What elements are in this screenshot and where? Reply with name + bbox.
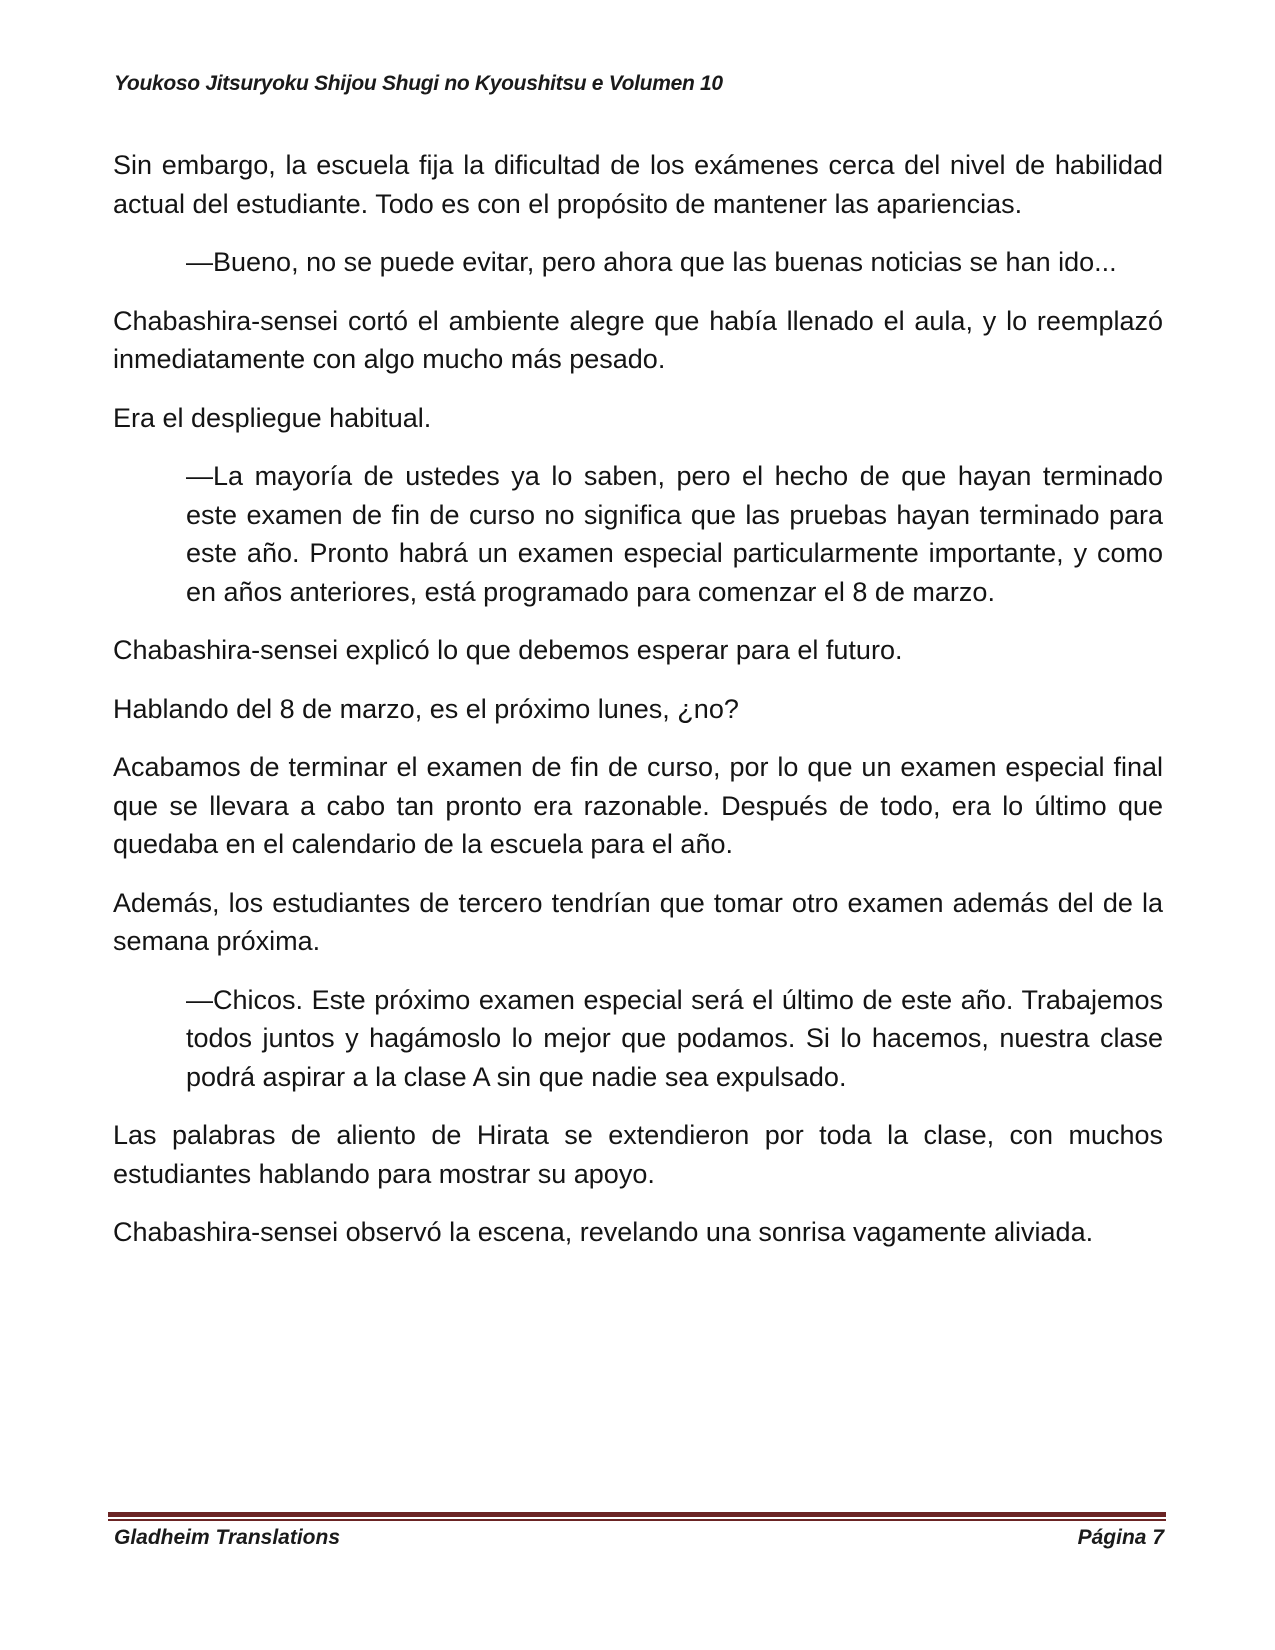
paragraph: Era el despliegue habitual. [113, 402, 432, 433]
page-header-title: Youkoso Jitsuryoku Shijou Shugi no Kyoushitsu e Volumen 10 [114, 72, 723, 95]
footer-translator-credit: Gladheim Translations [114, 1526, 341, 1549]
dialogue-paragraph: —Chicos. Este próximo examen especial será el último de este año. Trabajemos todos juntos y hagámoslo lo mejor que podamos. Si lo hacemos, nuestra clase podrá aspirar a la clase A sin que nadie sea expulsado. [186, 984, 1163, 1092]
paragraph: Chabashira-sensei observó la escena, revelando una sonrisa vagamente aliviada. [113, 1217, 1094, 1247]
paragraph: Acabamos de terminar el examen de fin de curso, por lo que un examen especial final que se llevara a cabo tan pronto era razonable. Después de todo, era lo último que quedaba en el calendario de la escuela para el año. [113, 752, 1163, 859]
footer-page-number: Página 7 [1077, 1526, 1164, 1549]
paragraph: Además, los estudiantes de tercero tendrían que tomar otro examen además del de la semana próxima. [113, 887, 1163, 956]
page-body [113, 146, 1163, 1272]
paragraph: Sin embargo, la escuela fija la dificultad de los exámenes cerca del nivel de habilidad actual del estudiante. Todo es con el propósito de mantener las apariencias. [113, 150, 1163, 219]
paragraph: Las palabras de aliento de Hirata se extendieron por toda la clase, con muchos estudiantes hablando para mostrar su apoyo. [113, 1120, 1163, 1189]
dialogue-paragraph: —La mayoría de ustedes ya lo saben, pero el hecho de que hayan terminado este examen de fin de curso no significa que las pruebas hayan terminado para este año. Pronto habrá un examen especial particularmente importante, y como en años anteriores, está programado para comenzar el 8 de marzo. [186, 461, 1163, 607]
paragraph: Chabashira-sensei cortó el ambiente alegre que había llenado el aula, y lo reemplazó inmediatamente con algo mucho más pesado. [113, 305, 1163, 374]
footer-divider-thick-line [108, 1512, 1166, 1517]
footer-divider-thin-line [108, 1519, 1166, 1521]
paragraph: Hablando del 8 de marzo, es el próximo lunes, ¿no? [113, 693, 739, 724]
paragraph: Chabashira-sensei explicó lo que debemos esperar para el futuro. [113, 635, 903, 665]
dialogue-paragraph: —Bueno, no se puede evitar, pero ahora que las buenas noticias se han ido... [186, 247, 1117, 277]
footer-divider [108, 1512, 1166, 1520]
